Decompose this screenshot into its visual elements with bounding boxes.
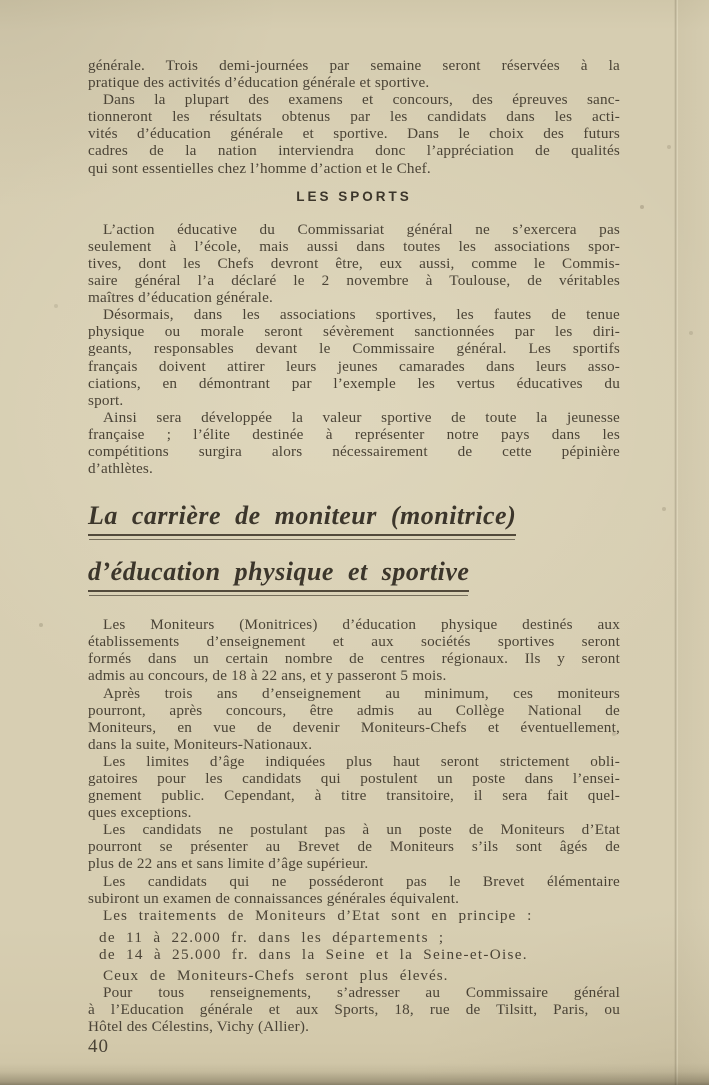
text-line: générale. Trois demi-journées par semaine seront réservées à la [88,57,620,74]
text-line: compétitions surgira alors nécessairement de cette pépinière [88,442,620,460]
paragraph [88,57,620,91]
page-right-edge [678,0,709,1085]
text-line: admis au concours, de 18 à 22 ans, et y passeront 5 mois. [88,667,447,685]
text-line: physique ou morale seront sévèrement sanctionnées par les diri- [88,323,620,341]
page-bottom-shadow [0,1063,709,1085]
paragraph [88,967,620,984]
text-line: cadres de la nation interviendra donc l’appréciation de qualités [88,142,620,160]
text-line: tionneront les résultats obtenus par les candidats dans les acti- [88,108,620,126]
paragraph [88,984,620,1035]
text-line: française ; l’élite destinée à représenter notre pays dans les [88,425,620,443]
paragraph [88,91,620,176]
paragraph [88,409,620,477]
text-line: Les limites d’âge indiquées plus haut seront strictement obli- [103,752,620,770]
paragraph [88,821,620,872]
chapter-heading-row [88,501,620,536]
page-fold-line [674,0,678,1085]
paragraph [88,873,620,907]
text-line: pratique des activités d’éducation générale et sportive. [88,74,430,92]
text-line: d’athlètes. [88,460,154,478]
text-line: gatoires pour les candidats qui postulent un poste dans l’ensei- [88,770,620,787]
text-line: geants, responsables devant le Commissaire général. Les sportifs [88,340,620,358]
text-line: Moniteurs, en vue de devenir Moniteurs-Chefs et éventuellement, [88,718,620,736]
paragraph [88,306,620,409]
text-line: Hôtel des Célestins, Vichy (Allier). [88,1018,310,1036]
text-line: sport. [88,391,124,409]
text-line: pourront, après concours, être admis au Collège National de [88,701,620,719]
chapter-heading-line: d’éducation physique et sportive [88,557,469,592]
salary-list [88,929,620,963]
text-line: qui sont essentielles chez l’homme d’action et le Chef. [88,159,431,177]
text-line: tives, dont les Chefs devront être, eux aussi, comme le Commis- [88,254,620,272]
text-line: seulement à l’école, mais aussi dans toutes les associations spor- [88,237,620,255]
paragraph [88,685,620,753]
text-line: L’action éducative du Commissariat général ne s’exercera pas [103,220,620,238]
paper-specks [0,0,2,2]
text-line: Désormais, dans les associations sportives, les fautes de tenue [103,306,620,324]
text-line: de 11 à 22.000 fr. dans les départements ; [99,928,445,946]
text-line: pourront se présenter au Brevet de Moniteurs s’ils sont âgés de [88,838,620,856]
chapter-heading-line: La carrière de moniteur (monitrice) [88,501,516,536]
text-line: saire général l’a déclaré le 2 novembre à Toulouse, de véritables [88,272,620,290]
paragraph [88,616,620,684]
paragraph [88,753,620,821]
text-line: subiront un examen de connaissances générales équivalent. [88,889,460,907]
text-line: Les candidats ne postulant pas à un poste de Moniteurs d’Etat [103,821,620,839]
text-line: Les candidats qui ne posséderont pas le Brevet élémentaire [103,872,620,890]
text-line: français doivent attirer leurs jeunes camarades dans leurs asso- [88,357,620,375]
chapter-heading-row [88,557,620,592]
text-line: gnement public. Cependant, à titre transitoire, il sera fait quel- [88,787,620,805]
chapter-heading [88,501,620,592]
text-line: Pour tous renseignements, s’adresser au Commissaire général [103,984,620,1002]
text-line: formés dans un certain nombre de centres régionaux. Ils y seront [88,650,620,668]
text-line: ques exceptions. [88,804,192,822]
text-line: vités d’éducation générale et sportive. Dans le choix des futurs [88,125,620,143]
text-line: Ainsi sera développée la valeur sportive de toute la jeunesse [103,408,620,426]
paragraph [88,221,620,306]
text-line: établissements d’enseignement et aux sociétés sportives seront [88,633,620,651]
page-number: 40 [88,1036,109,1057]
paragraph [88,907,620,924]
text-line: maîtres d’éducation générale. [88,289,274,307]
text-line: Ceux de Moniteurs-Chefs seront plus élevés. [103,967,449,985]
document-body [88,57,620,1035]
text-line: ciations, en démontrant par l’exemple les vertus éducatives du [88,374,620,392]
text-line: Les traitements de Moniteurs d’Etat sont en principe : [103,906,533,924]
text-line: Dans la plupart des examens et concours, des épreuves sanc- [103,91,620,109]
text-line: de 14 à 25.000 fr. dans la Seine et la Seine-et-Oise. [99,945,528,963]
text-line: dans la suite, Moniteurs-Nationaux. [88,735,313,753]
text-line: Après trois ans d’enseignement au minimum, ces moniteurs [103,684,620,702]
text-line: à l’Education générale et aux Sports, 18, rue de Tilsitt, Paris, ou [88,1001,620,1019]
text-line: Les Moniteurs (Monitrices) d’éducation physique destinés aux [103,616,620,634]
section-heading: LES SPORTS [296,188,412,204]
text-line: plus de 22 ans et sans limite d’âge supérieur. [88,855,369,873]
